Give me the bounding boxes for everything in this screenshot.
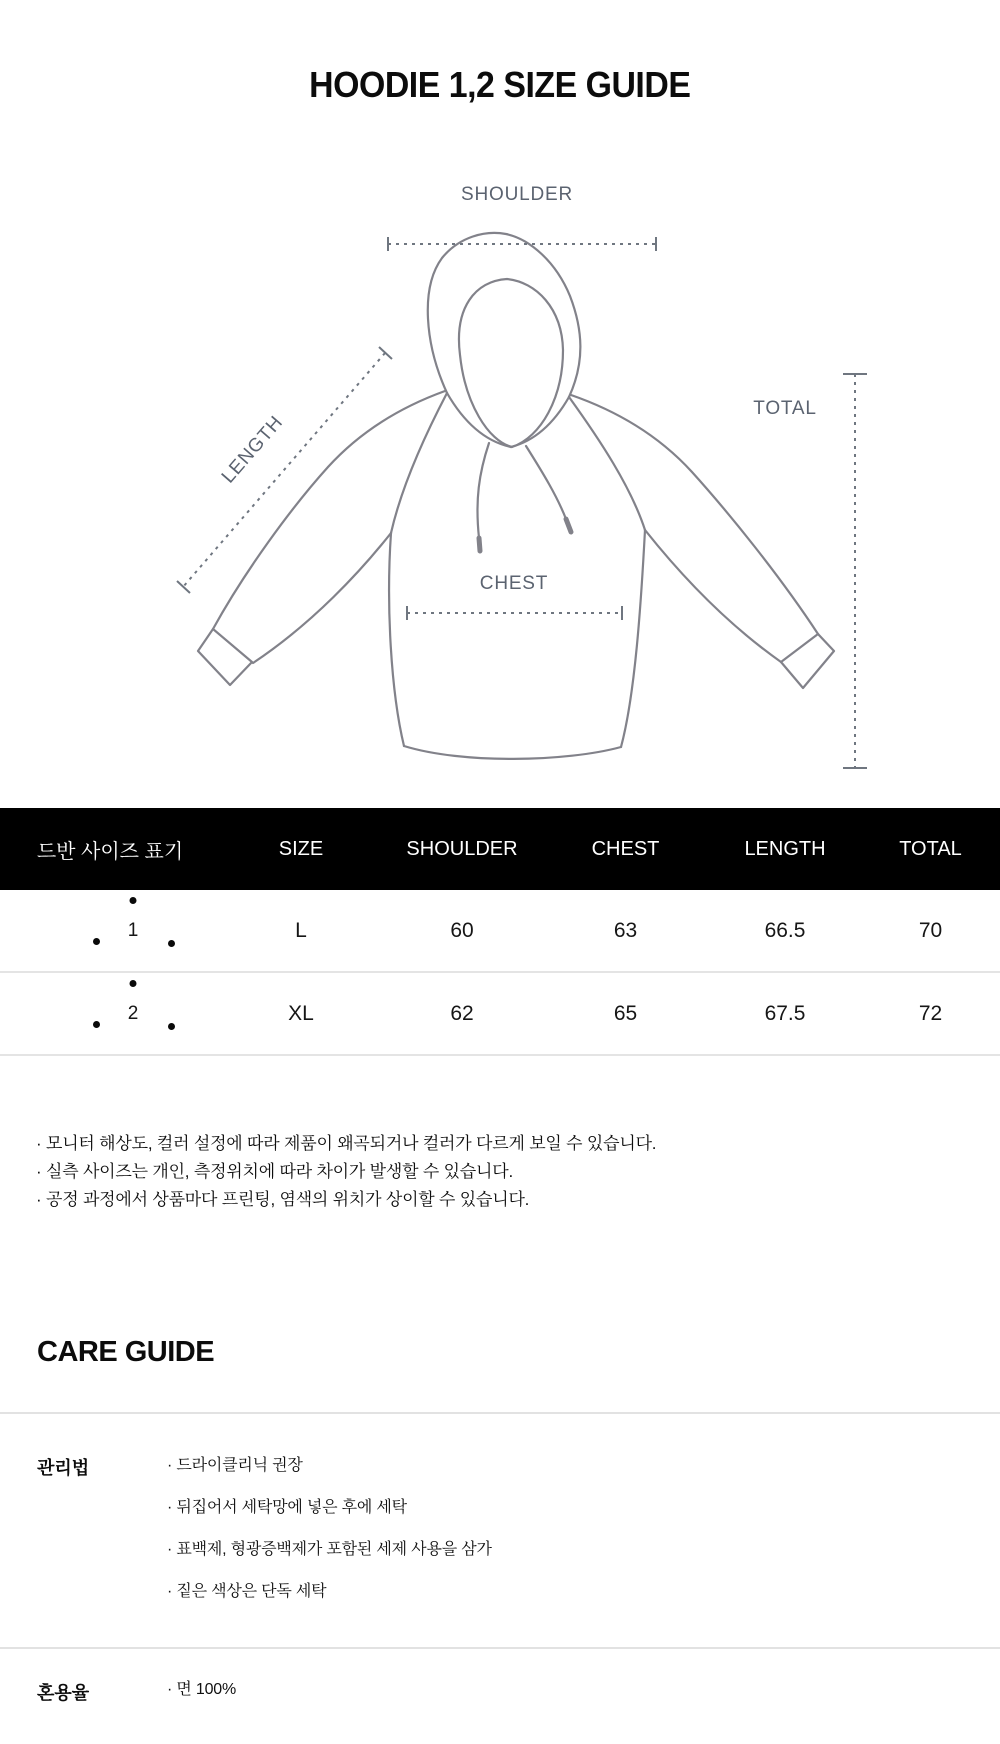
shoulder-measure-label: SHOULDER [461, 184, 573, 205]
size-table [0, 808, 1000, 1056]
care-guide-title: CARE GUIDE [37, 1336, 215, 1368]
cell-chest: 65 [613, 1001, 638, 1025]
header-shoulder: SHOULDER [406, 837, 518, 860]
note-line: · 실측 사이즈는 개인, 측정위치에 따라 차이가 발생할 수 있습니다. [36, 1162, 513, 1181]
cell-total: 70 [918, 918, 943, 942]
care-item: · 드라이클리닉 권장 [167, 1457, 303, 1474]
care-item: · 면 100% [167, 1681, 236, 1698]
page-title [0, 64, 1000, 106]
header-chest: CHEST [591, 837, 660, 860]
table-row [0, 890, 1000, 973]
care-section-items [167, 1679, 236, 1701]
section-divider [0, 1647, 1000, 1649]
cell-length: 66.5 [764, 918, 806, 942]
marker-dot-icon [168, 940, 175, 947]
note-line: · 공정 과정에서 상품마다 프린팅, 염색의 위치가 상이할 수 있습니다. [36, 1190, 530, 1209]
hoodie-diagram-svg [0, 140, 1000, 810]
note-line: · 모니터 해상도, 컬러 설정에 따라 제품이 왜곡되거나 컬러가 다르게 보일 수 있습니다. [36, 1134, 657, 1153]
header-length: LENGTH [744, 837, 826, 860]
hoodie-measurement-diagram [0, 140, 1000, 810]
measurement-lines [177, 237, 867, 768]
cell-size: XL [288, 1001, 314, 1025]
row-marker-number: 1 [127, 919, 139, 941]
row-marker-cell [0, 973, 220, 1054]
size-notes [36, 1130, 966, 1214]
length-measure-label: LENGTH [217, 411, 288, 488]
cell-total: 72 [918, 1001, 943, 1025]
page-title-text: HOODIE 1,2 SIZE GUIDE [309, 64, 691, 105]
total-measure-label: TOTAL [753, 398, 817, 419]
row-marker [118, 920, 148, 942]
care-item: · 짙은 색상은 단독 세탁 [167, 1583, 327, 1600]
section-divider [0, 1412, 1000, 1414]
cell-shoulder: 60 [450, 918, 474, 942]
row-marker-number: 2 [127, 1002, 139, 1024]
marker-dot-icon [130, 980, 137, 987]
cell-chest: 63 [613, 918, 638, 942]
header-total: TOTAL [899, 837, 962, 860]
care-section-label: 혼용율 [37, 1683, 90, 1703]
marker-dot-icon [93, 938, 100, 945]
header-size: SIZE [278, 837, 324, 860]
marker-dot-icon [168, 1023, 175, 1030]
cell-size: L [295, 918, 307, 942]
care-item: · 뒤집어서 세탁망에 넣은 후에 세탁 [167, 1499, 407, 1516]
marker-dot-icon [130, 897, 137, 904]
hoodie-outline [198, 233, 834, 759]
cell-length: 67.5 [764, 1001, 806, 1025]
care-item: · 표백제, 형광증백제가 포함된 세제 사용을 삼가 [167, 1541, 492, 1558]
row-marker-cell [0, 890, 220, 971]
marker-dot-icon [93, 1021, 100, 1028]
cell-shoulder: 62 [450, 1001, 474, 1025]
row-marker [118, 1003, 148, 1025]
table-row [0, 973, 1000, 1056]
care-section-label: 관리법 [37, 1458, 90, 1478]
header-brand-size-label: 드반 사이즈 표기 [36, 840, 184, 863]
chest-measure-label: CHEST [479, 573, 549, 594]
size-table-header [0, 808, 1000, 890]
care-section-items [167, 1445, 492, 1613]
